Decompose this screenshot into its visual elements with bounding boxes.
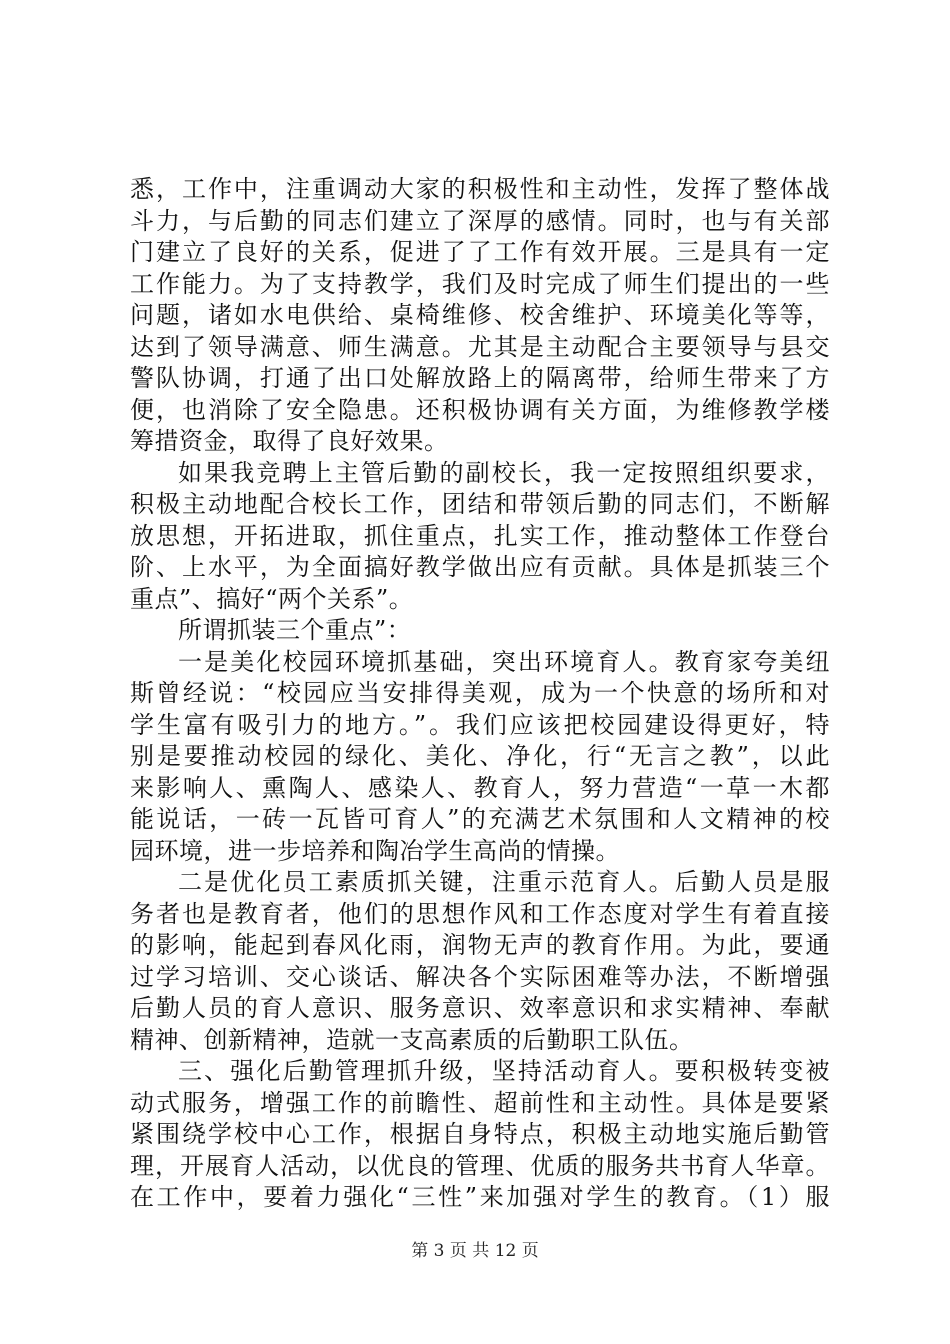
text-line: 二是优化员工素质抓关键，注重示范育人。后勤人员是服 bbox=[178, 868, 830, 896]
text-line: 动式服务，增强工作的前瞻性、超前性和主动性。具体是要紧 bbox=[130, 1088, 830, 1117]
text-line: 门建立了良好的关系，促进了了工作有效开展。三是具有一定 bbox=[130, 238, 830, 266]
text-line: 重点”、搞好“两个关系”。 bbox=[130, 584, 414, 613]
text-line: 的影响，能起到春风化雨，润物无声的教育作用。为此，要通 bbox=[130, 931, 830, 959]
text-line: 所谓抓装三个重点”： bbox=[178, 616, 412, 644]
text-line: 工作能力。为了支持教学，我们及时完成了师生们提出的一些 bbox=[130, 269, 830, 298]
text-line: 一是美化校园环境抓基础，突出环境育人。教育家夸美纽 bbox=[178, 647, 830, 676]
page-footer: 第 3 页 共 12 页 bbox=[411, 1241, 539, 1261]
text-line: 斯曾经说：“校园应当安排得美观，成为一个快意的场所和对 bbox=[130, 679, 830, 707]
text-line: 阶、上水平，为全面搞好教学做出应有贡献。具体是抓装三个 bbox=[130, 553, 830, 581]
body-text bbox=[130, 174, 830, 1214]
text-line: 能说话，一砖一瓦皆可育人”的充满艺术氛围和人文精神的校 bbox=[130, 805, 830, 833]
text-line: 如果我竞聘上主管后勤的副校长，我一定按照组织要求， bbox=[178, 458, 830, 487]
text-line: 积极主动地配合校长工作，团结和带领后勤的同志们，不断解 bbox=[130, 490, 830, 518]
text-line: 斗力，与后勤的同志们建立了深厚的感情。同时，也与有关部 bbox=[130, 206, 830, 235]
text-line: 精神、创新精神，造就一支高素质的后勤职工队伍。 bbox=[130, 1025, 694, 1054]
text-line: 别是要推动校园的绿化、美化、净化，行“无言之教”，以此 bbox=[130, 742, 830, 770]
text-line: 放思想，开拓进取，抓住重点，扎实工作，推动整体工作登台 bbox=[130, 521, 830, 550]
text-line: 紧围绕学校中心工作，根据自身特点，积极主动地实施后勤管 bbox=[130, 1120, 830, 1148]
text-line: 问题，诸如水电供给、桌椅维修、校舍维护、环境美化等等， bbox=[130, 301, 830, 329]
text-line: 在工作中，要着力强化“三性”来加强对学生的教育。（1）服 bbox=[130, 1183, 830, 1211]
text-line: 务者也是教育者，他们的思想作风和工作态度对学生有着直接 bbox=[130, 899, 830, 928]
text-line: 学生富有吸引力的地方。”。我们应该把校园建设得更好，特 bbox=[130, 710, 830, 739]
text-line: 便，也消除了安全隐患。还积极协调有关方面，为维修教学楼 bbox=[130, 395, 830, 424]
text-line: 过学习培训、交心谈话、解决各个实际困难等办法，不断增强 bbox=[130, 962, 830, 991]
text-line: 悉，工作中，注重调动大家的积极性和主动性，发挥了整体战 bbox=[130, 175, 830, 203]
text-line: 筹措资金，取得了良好效果。 bbox=[130, 427, 449, 455]
text-line: 园环境，进一步培养和陶冶学生高尚的情操。 bbox=[130, 836, 620, 865]
text-line: 后勤人员的育人意识、服务意识、效率意识和求实精神、奉献 bbox=[130, 994, 830, 1022]
text-line: 理，开展育人活动，以优良的管理、优质的服务共书育人华章。 bbox=[130, 1151, 830, 1180]
text-line: 警队协调，打通了出口处解放路上的隔离带，给师生带来了方 bbox=[130, 364, 830, 392]
text-line: 三、强化后勤管理抓升级，坚持活动育人。要积极转变被 bbox=[178, 1057, 830, 1085]
text-line: 达到了领导满意、师生满意。尤其是主动配合主要领导与县交 bbox=[130, 332, 830, 361]
text-line: 来影响人、熏陶人、感染人、教育人，努力营造“一草一木都 bbox=[130, 773, 830, 802]
